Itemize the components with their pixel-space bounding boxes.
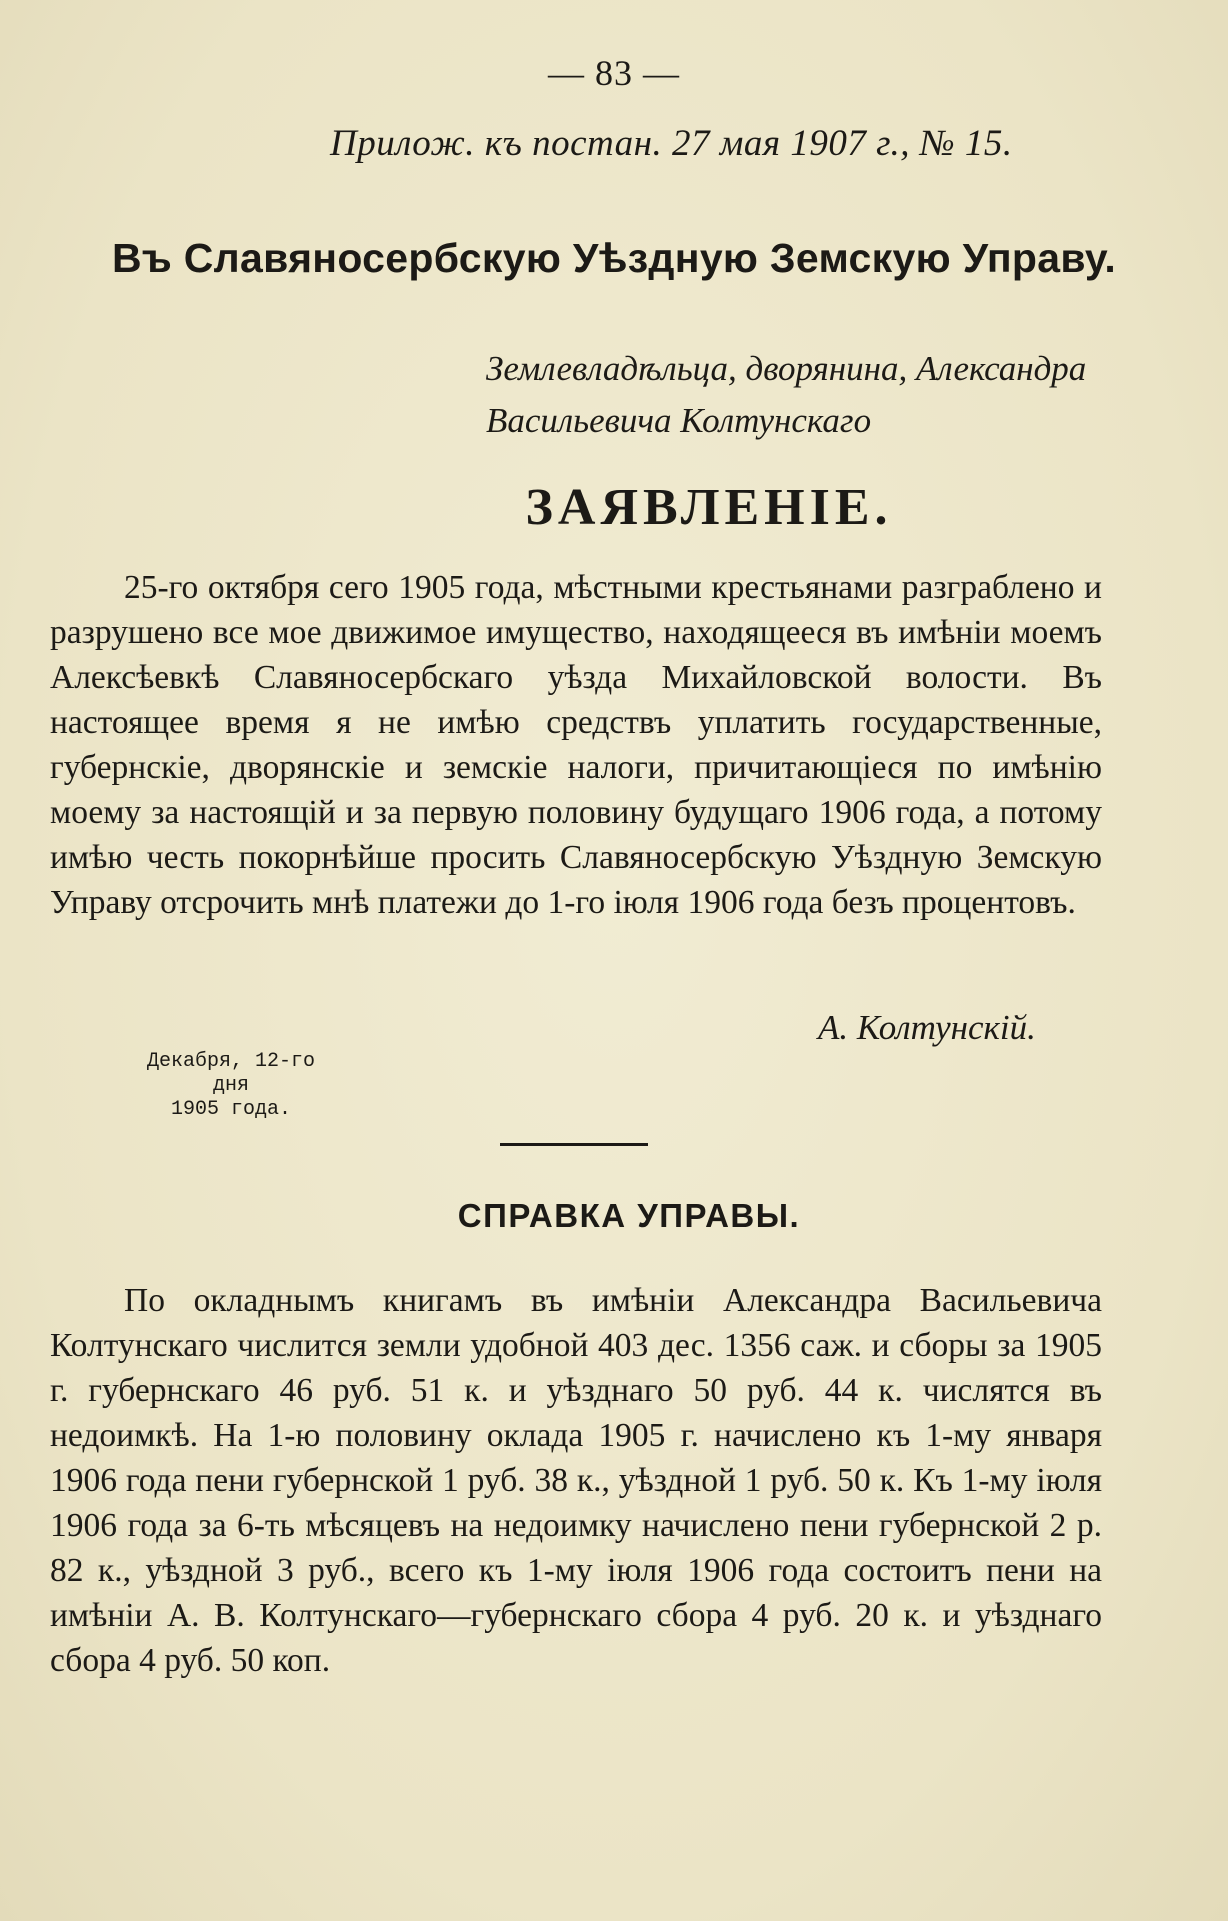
reference-paragraph: По окладнымъ книгамъ въ имѣніи Александра Васильевича Колтунскаго числится земли удобной 403 дес. 1356 саж. и сборы за 1905 г. губернскаго 46 руб. 51 к. и уѣзднаго 50 руб. 44 к. числятся въ недоимкѣ. На 1-ю половину оклада 1905 г. начислено къ 1-му января 1906 года пени губернской 1 руб. 38 к., уѣздной 1 руб. 50 к. Къ 1-му іюля 1906 года за 6-ть мѣсяцевъ на недоимку начислено пени губернской 2 р. 82 к., уѣздной 3 руб., всего къ 1-му іюля 1906 года состоитъ пени на имѣніи А. В. Колтунскаго—губернскаго сбора 4 руб. 20 к. и уѣзднаго сбора 4 руб. 50 коп. bbox=[50, 1282, 1102, 1679]
author-line-1: Землевладѣльца, дворянина, Александра bbox=[486, 349, 1087, 388]
statement-paragraph: 25-го октября сего 1905 года, мѣстными крестьянами разграблено и разрушено все мое движимое имущество, находящееся въ имѣніи моемъ Алексѣевкѣ Славяносербскаго уѣзда Михайловской волости. Въ настоящее время я не имѣю средствъ уплатить государственные, губернскіе, дворянскіе и земскіе налоги, причитающіеся по имѣнію моему за настоящій и за первую половину будущаго 1906 года, а потому имѣю честь покорнѣйше просить Славяносербскую Уѣздную Земскую Управу отсрочить мнѣ платежи до 1-го іюля 1906 года безъ процентовъ. bbox=[50, 569, 1102, 921]
date-line-1: Декабря, 12-го дня bbox=[146, 1050, 316, 1097]
author-block bbox=[486, 343, 1086, 447]
reference-title: СПРАВКА УПРАВЫ. bbox=[457, 1197, 801, 1234]
date-line-2: 1905 года. bbox=[170, 1098, 292, 1121]
reference-body bbox=[50, 1278, 1102, 1683]
appendix-note: Прилож. къ постан. 27 мая 1907 г., № 15. bbox=[330, 123, 1013, 164]
date-block bbox=[125, 1050, 337, 1122]
page-number: — 83 — bbox=[548, 53, 680, 93]
section-divider bbox=[500, 1143, 648, 1146]
addressee-heading: Въ Славяносербскую Уѣздную Земскую Управу. bbox=[111, 235, 1117, 281]
author-line-2: Васильевича Колтунскаго bbox=[486, 401, 872, 440]
document-title: ЗАЯВЛЕНІЕ. bbox=[525, 479, 893, 536]
signature: А. Колтунскій. bbox=[818, 1008, 1036, 1047]
statement-body bbox=[50, 565, 1102, 925]
